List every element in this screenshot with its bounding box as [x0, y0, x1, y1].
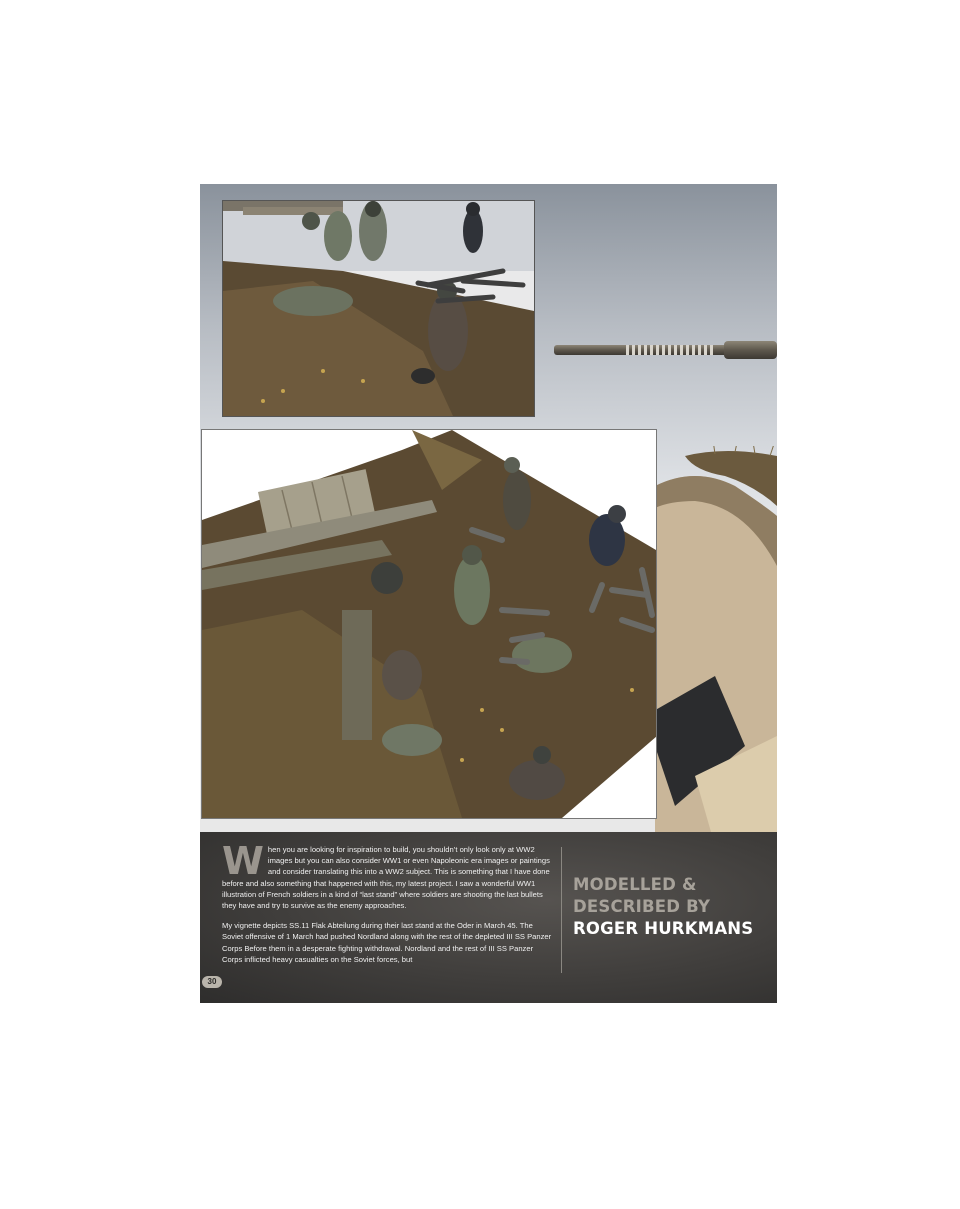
- author-name: ROGER HURKMANS: [573, 919, 754, 938]
- article-body: [222, 839, 552, 974]
- trench-wall-image: [655, 446, 777, 846]
- credit-line-2: DESCRIBED BY: [573, 897, 711, 916]
- main-photo-diorama: [201, 429, 657, 819]
- magazine-page: [200, 184, 777, 1003]
- drop-cap: W: [222, 839, 264, 883]
- paragraph-1-text: hen you are looking for inspiration to build, you shouldn’t only look only at WW2 images but you can also consider WW1 or even Napoleonic era images or paintings and consider translating this into a WW2 subject. This is something that I have done before and also something that happened with this, my latest project. I saw a wonderful WW1 illustration of French soldiers in a kind of “last stand” where soldiers are shooting the last bullets they have and try to survive as the enemy approaches.: [222, 845, 550, 911]
- gun-barrel-image: [554, 340, 777, 360]
- article-paragraph-2: My vignette depicts SS.11 Flak Abteilung during their last stand at the Oder in March 45. The Soviet offensive of 1 March had pushed Nordland along with the rest of the depleted III SS Panzer Corps Before them in a desperate fighting withdrawal. Nordland and the rest of III SS Panzer Corps inflicted heavy casualties on the Soviet forces, but: [222, 921, 552, 964]
- inset-photo-soldiers: [222, 200, 535, 417]
- author-credit: [573, 874, 753, 940]
- column-divider: [561, 847, 562, 973]
- article-intro-panel: [200, 832, 777, 1003]
- article-paragraph-1: [222, 839, 552, 911]
- page-number-badge: 30: [202, 976, 222, 988]
- credit-line-1: MODELLED &: [573, 875, 697, 894]
